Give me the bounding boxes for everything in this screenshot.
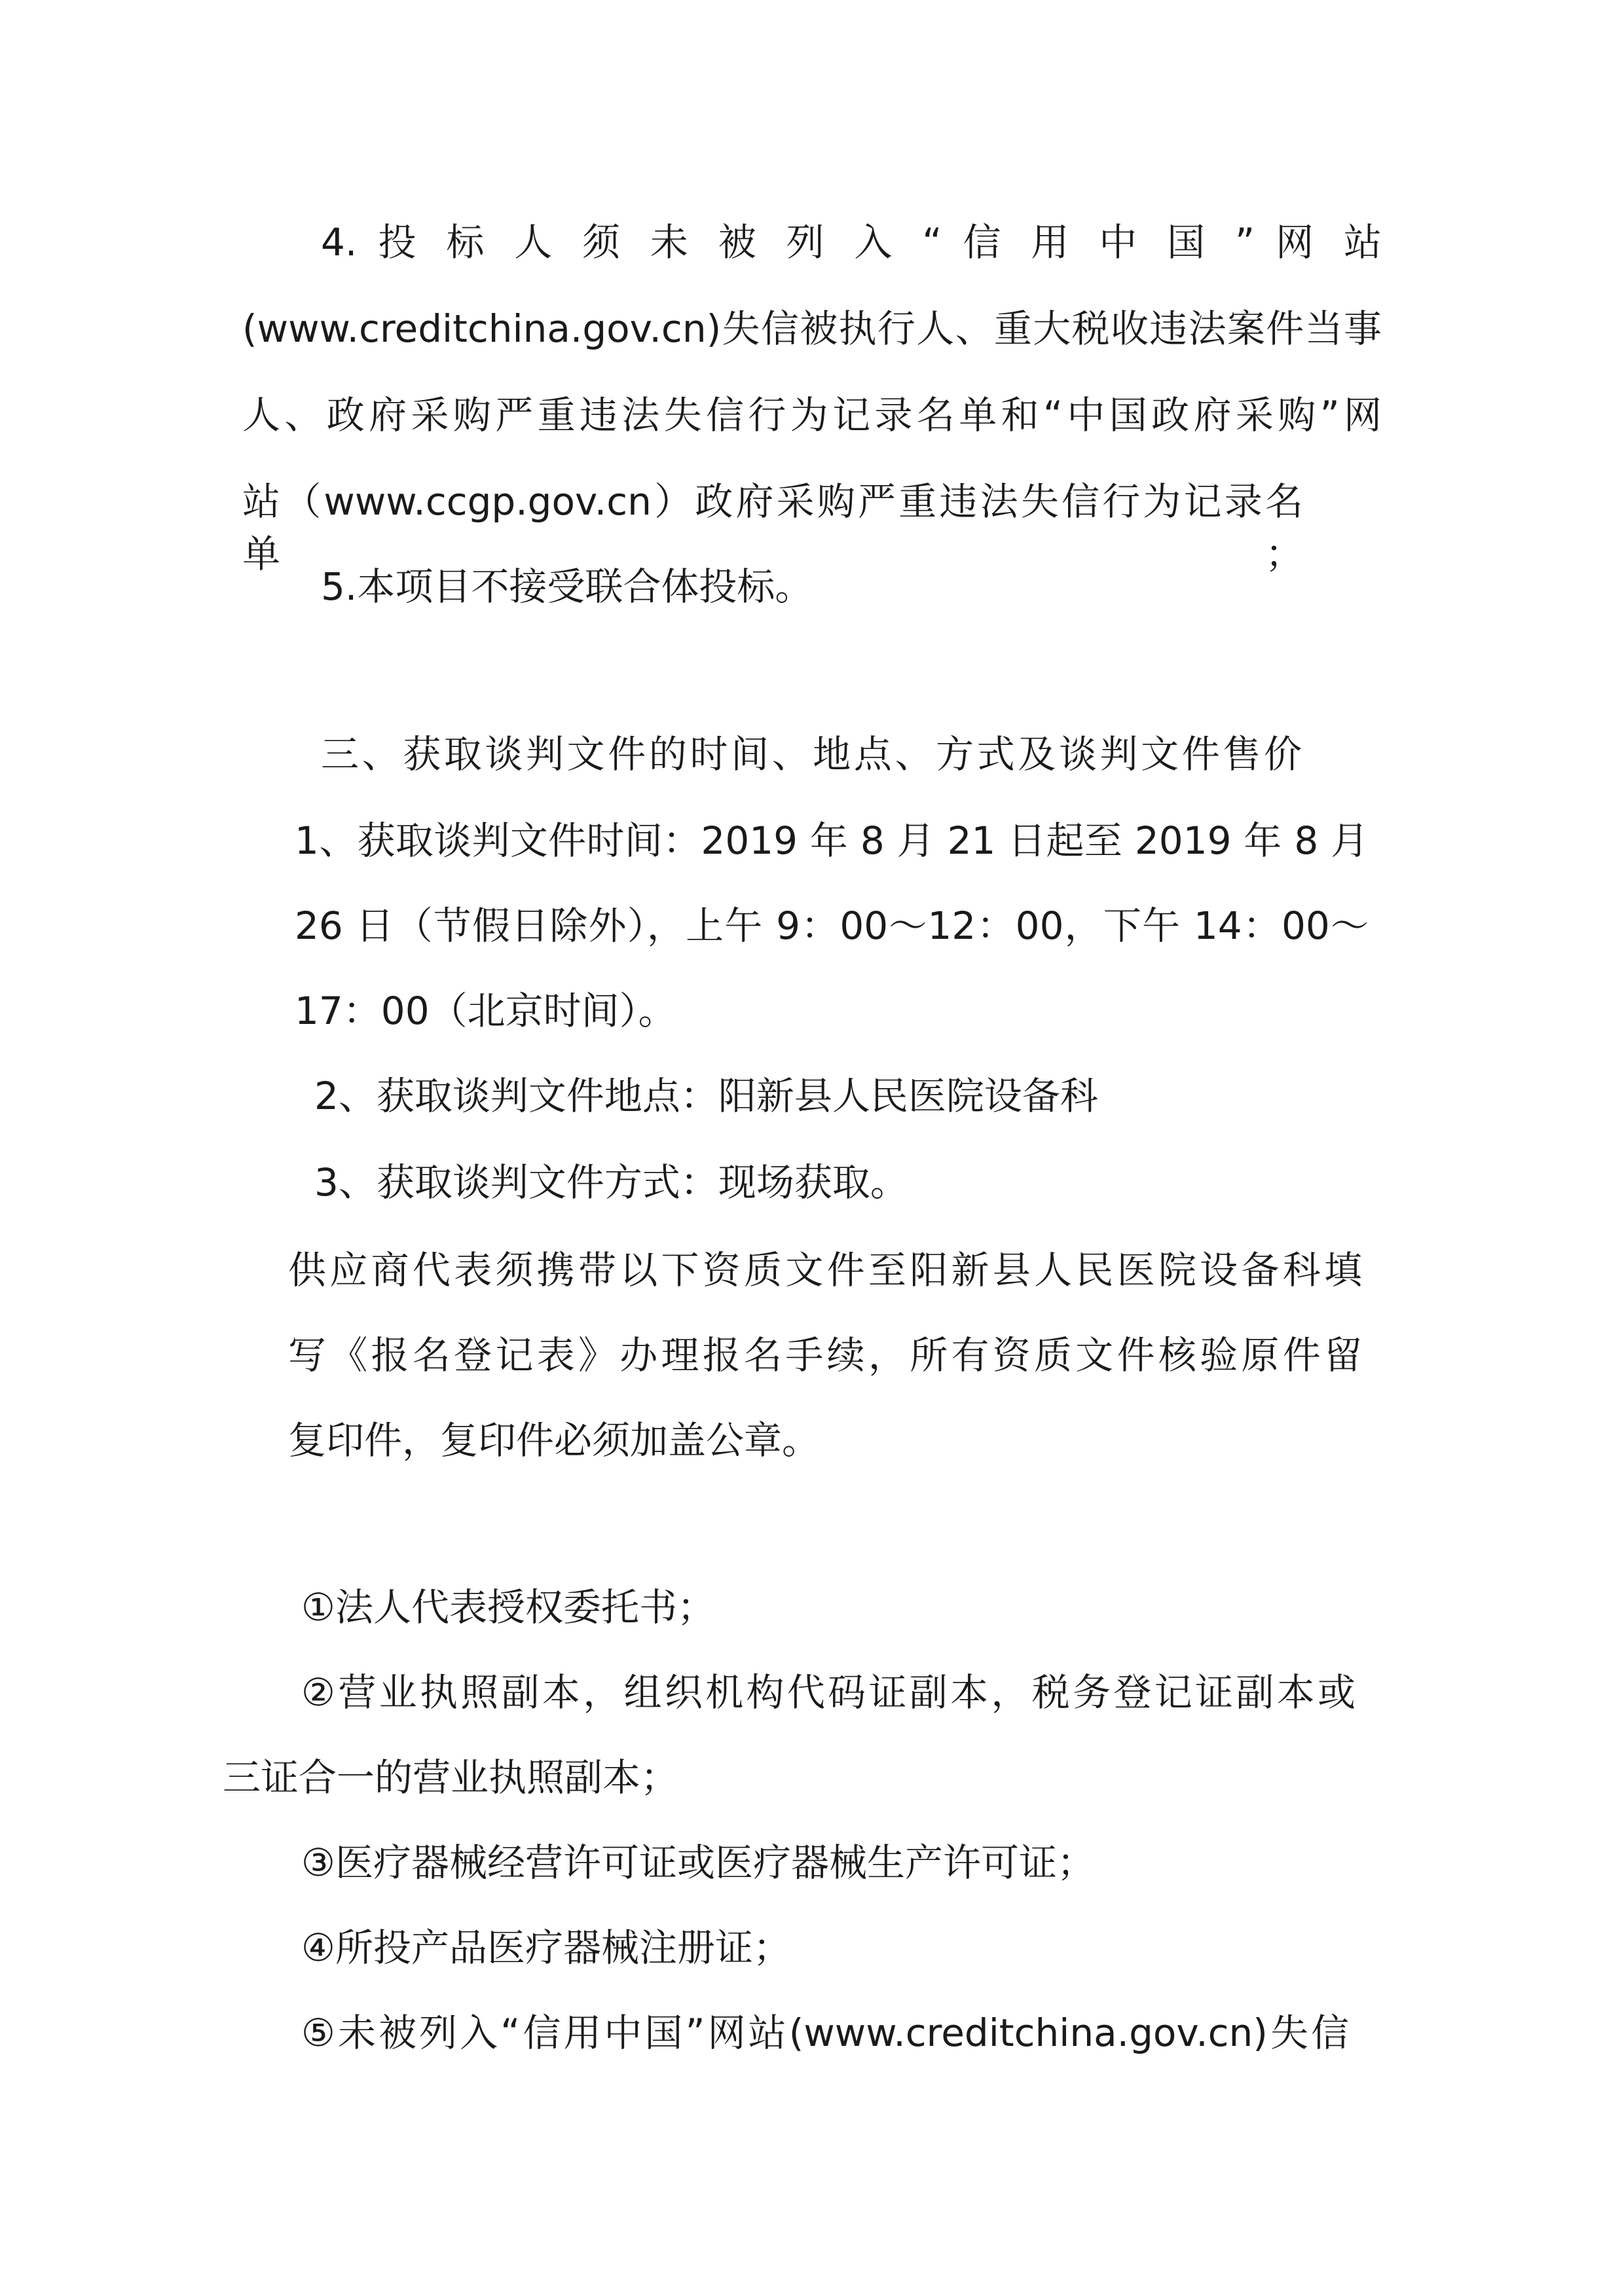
supplier-note-line3: 复印件，复印件必须加盖公章。 [288,1418,821,1463]
doc-item-5: ⑤未被列入“信用中国”网站(www.creditchina.gov.cn)失信 [301,2011,1349,2055]
supplier-note-line2: 写《报名登记表》办理报名手续，所有资质文件核验原件留 [288,1333,1362,1377]
item4-line2: (www.creditchina.gov.cn)失信被执行人、重大税收违法案件当事 [242,306,1382,351]
time-line1: 1、获取谈判文件时间：2019 年 8 月 21 日起至 2019 年 8 月 [295,818,1369,863]
time-line3: 17：00（北京时间）。 [295,989,676,1033]
method-item: 3、获取谈判文件方式：现场获取。 [314,1160,908,1205]
doc-item-2-line2: 三证合一的营业执照副本； [223,1755,679,1800]
location-item: 2、获取谈判文件地点：阳新县人民医院设备科 [314,1074,1098,1118]
doc-item-4: ④所投产品医疗器械注册证； [301,1925,791,1970]
time-line2: 26 日（节假日除外），上午 9：00～12：00，下午 14：00～ [295,903,1369,948]
doc-item-2-line1: ②营业执照副本，组织机构代码证副本，税务登记证副本或 [301,1670,1356,1715]
item4-line3: 人、政府采购严重违法失信行为记录名单和“中国政府采购”网 [242,393,1382,437]
section-three-title: 三、获取谈判文件的时间、地点、方式及谈判文件售价 [321,732,1303,776]
item4-line1: 4. 投 标 人 须 未 被 列 入 “ 信 用 中 国 ” 网 站 [321,220,1382,264]
supplier-note-line1: 供应商代表须携带以下资质文件至阳新县人民医院设备科填 [288,1248,1362,1292]
doc-item-3: ③医疗器械经营许可证或医疗器械生产许可证； [301,1840,1095,1885]
item4-line4: 站（www.ccgp.gov.cn）政府采购严重违法失信行为记录名单； [242,479,1303,576]
item5: 5.本项目不接受联合体投标。 [321,564,813,609]
doc-item-1: ①法人代表授权委托书； [301,1585,715,1630]
